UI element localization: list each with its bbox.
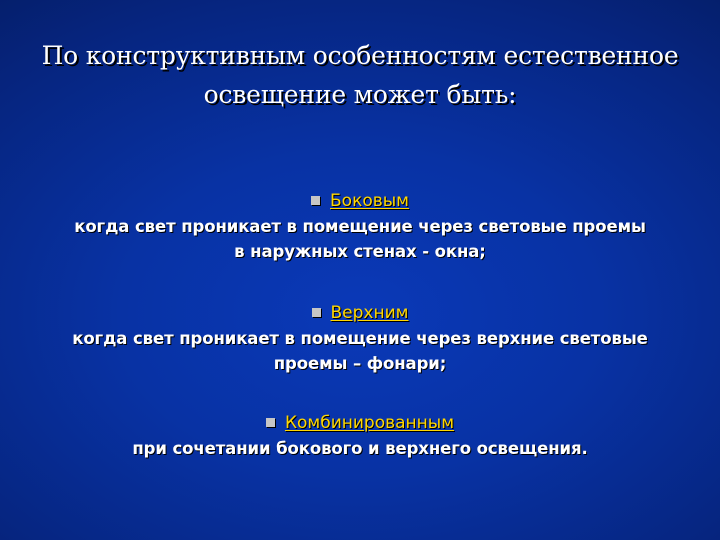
- square-bullet-icon: [312, 308, 321, 317]
- slide-title-line-1: По конструктивным особенностям естественное: [41, 41, 679, 70]
- list-item-description-line-1: когда свет проникает в помещение через световые проемы: [74, 217, 646, 236]
- list-item-description: [0, 326, 720, 376]
- list-item-side-lighting: [0, 188, 720, 264]
- list-item-description: [0, 436, 720, 461]
- list-item-description: [0, 214, 720, 264]
- list-item-description-line-2: проемы – фонари;: [273, 354, 447, 373]
- list-item-top-lighting: [0, 300, 720, 376]
- list-item-heading-line: [0, 410, 720, 436]
- list-item-heading-line: [0, 188, 720, 214]
- list-item-combined-lighting: [0, 410, 720, 461]
- list-item-heading: Боковым: [330, 191, 409, 211]
- list-item-description-line-1: когда свет проникает в помещение через верхние световые: [72, 329, 648, 348]
- list-item-heading-line: [0, 300, 720, 326]
- list-item-description-line-2: в наружных стенах - окна;: [234, 242, 486, 261]
- list-item-heading: Комбинированным: [284, 413, 455, 433]
- list-item-description-line-1: при сочетании бокового и верхнего освещения.: [132, 439, 588, 458]
- square-bullet-icon: [311, 196, 320, 205]
- list-item-heading: Верхним: [330, 303, 409, 323]
- slide-title-line-2: освещение может быть:: [203, 80, 517, 109]
- slide-title: [0, 36, 720, 114]
- square-bullet-icon: [266, 418, 275, 427]
